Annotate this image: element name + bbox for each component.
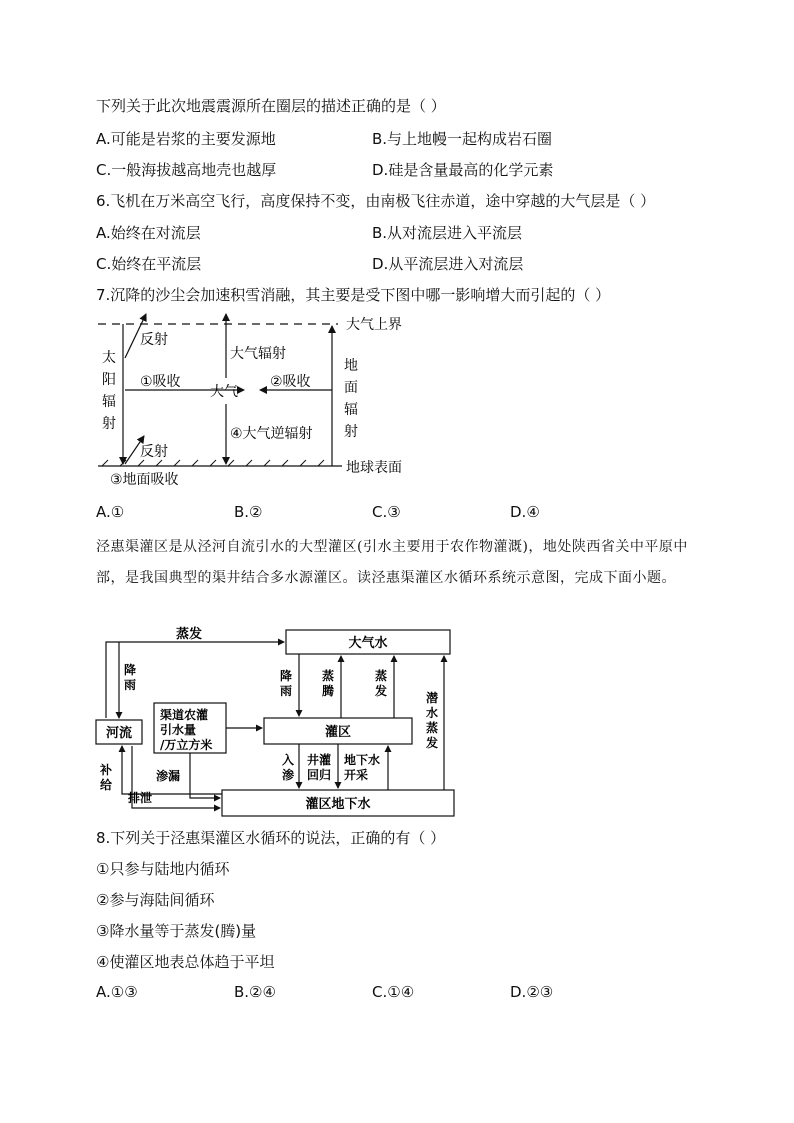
reflect-bottom-label: 反射 bbox=[140, 444, 168, 460]
q5-option-a[interactable]: A.可能是岩浆的主要发源地 bbox=[96, 130, 276, 148]
q5-option-c[interactable]: C.一般海拔越高地壳也越厚 bbox=[96, 161, 277, 179]
q8-option-c[interactable]: C.①④ bbox=[372, 983, 415, 1001]
evaporation-top-label: 蒸发 bbox=[176, 627, 203, 642]
well-return-1: 井灌 bbox=[307, 753, 332, 767]
river-box: 河流 bbox=[105, 726, 133, 741]
solar-char-2: 阳 bbox=[102, 372, 116, 388]
q5-option-b[interactable]: B.与上地幔一起构成岩石圈 bbox=[372, 130, 553, 148]
solar-char-3: 辐 bbox=[102, 394, 116, 410]
q6-option-d[interactable]: D.从平流层进入对流层 bbox=[372, 255, 524, 273]
q6-option-b[interactable]: B.从对流层进入平流层 bbox=[372, 224, 523, 242]
q7-option-a[interactable]: A.① bbox=[96, 503, 125, 521]
q6-stem: 6.飞机在万米高空飞行，高度保持不变，由南极飞往赤道，途中穿越的大气层是（ ） bbox=[96, 192, 656, 210]
ground-char-2: 面 bbox=[344, 380, 358, 396]
rain-left-1: 降 bbox=[124, 663, 137, 677]
q8-item-4: ④使灌区地表总体趋于平坦 bbox=[96, 953, 275, 971]
phreatic-2: 水 bbox=[426, 706, 439, 720]
q7-stem: 7.沉降的沙尘会加速积雪消融，其主要是受下图中哪一影响增大而引起的（ ） bbox=[96, 286, 611, 304]
absorb2-label: ②吸收 bbox=[270, 374, 311, 390]
reflect-top-label: 反射 bbox=[140, 332, 168, 348]
q8-item-3: ③降水量等于蒸发(腾)量 bbox=[96, 922, 257, 940]
q6-option-a[interactable]: A.始终在对流层 bbox=[96, 224, 201, 242]
q7-option-c[interactable]: C.③ bbox=[372, 503, 401, 521]
q8-item-1: ①只参与陆地内循环 bbox=[96, 860, 230, 878]
water-cycle-diagram bbox=[92, 622, 462, 820]
absorb1-label: ①吸收 bbox=[140, 374, 181, 390]
ground-char-4: 射 bbox=[344, 424, 358, 440]
groundwater-box: 灌区地下水 bbox=[305, 797, 371, 812]
discharge-label: 排泄 bbox=[128, 791, 153, 805]
ground-absorb-label: ③地面吸收 bbox=[110, 472, 179, 488]
q7-option-b[interactable]: B.② bbox=[234, 503, 263, 521]
q5-stem: 下列关于此次地震震源所在圈层的描述正确的是（ ） bbox=[96, 97, 446, 115]
canal-line-3: /万立方米 bbox=[160, 738, 213, 752]
q8-option-b[interactable]: B.②④ bbox=[234, 983, 276, 1001]
rain-mid-2: 雨 bbox=[280, 684, 293, 698]
q7-option-d[interactable]: D.④ bbox=[510, 503, 540, 521]
q8-item-2: ②参与海陆间循环 bbox=[96, 891, 215, 909]
q8-option-a[interactable]: A.①③ bbox=[96, 983, 138, 1001]
earth-surface-label: 地球表面 bbox=[346, 460, 402, 476]
irrigation-box: 灌区 bbox=[324, 725, 352, 740]
solar-char-4: 射 bbox=[102, 416, 116, 432]
q5-option-d[interactable]: D.硅是含量最高的化学元素 bbox=[372, 161, 554, 179]
supply-1: 补 bbox=[100, 763, 113, 777]
solar-char-1: 太 bbox=[102, 350, 116, 366]
infiltration-1: 入 bbox=[282, 753, 295, 767]
material-intro: 泾惠渠灌区是从泾河自流引水的大型灌区(引水主要用于农作物灌溉)，地处陕西省关中平原中部，是我国典型的渠井结合多水源灌区。读泾惠渠灌区水循环系统示意图，完成下面小题。 bbox=[96, 539, 688, 586]
gw-extract-1: 地下水 bbox=[344, 753, 381, 767]
atmos-water-box: 大气水 bbox=[348, 636, 388, 651]
ground-char-1: 地 bbox=[344, 358, 358, 374]
atmosphere-top-label: 大气上界 bbox=[346, 317, 402, 333]
ground-char-3: 辐 bbox=[344, 402, 358, 418]
evap-mid-1: 蒸 bbox=[375, 669, 388, 683]
gw-extract-2: 开采 bbox=[344, 768, 369, 782]
rain-left-2: 雨 bbox=[124, 678, 137, 692]
atmos-radiation-label: 大气辐射 bbox=[230, 346, 286, 362]
leakage-label: 渗漏 bbox=[156, 769, 181, 783]
transpiration-1: 蒸 bbox=[322, 669, 335, 683]
well-return-2: 回归 bbox=[307, 768, 332, 782]
atmosphere-label: 大气 bbox=[210, 384, 238, 400]
q8-option-d[interactable]: D.②③ bbox=[510, 983, 554, 1001]
radiation-diagram bbox=[94, 310, 424, 495]
canal-line-1: 渠道农灌 bbox=[160, 708, 209, 722]
q8-stem: 8.下列关于泾惠渠灌区水循环的说法，正确的有（ ） bbox=[96, 829, 446, 847]
supply-2: 给 bbox=[100, 778, 113, 792]
counter-radiation-label: ④大气逆辐射 bbox=[230, 426, 313, 442]
q6-option-c[interactable]: C.始终在平流层 bbox=[96, 255, 202, 273]
rain-mid-1: 降 bbox=[280, 669, 293, 683]
phreatic-3: 蒸 bbox=[426, 721, 439, 735]
transpiration-2: 腾 bbox=[322, 684, 335, 698]
phreatic-4: 发 bbox=[426, 736, 439, 750]
canal-line-2: 引水量 bbox=[160, 723, 197, 737]
phreatic-1: 潜 bbox=[426, 691, 439, 705]
infiltration-2: 渗 bbox=[282, 768, 295, 782]
evap-mid-2: 发 bbox=[375, 684, 388, 698]
